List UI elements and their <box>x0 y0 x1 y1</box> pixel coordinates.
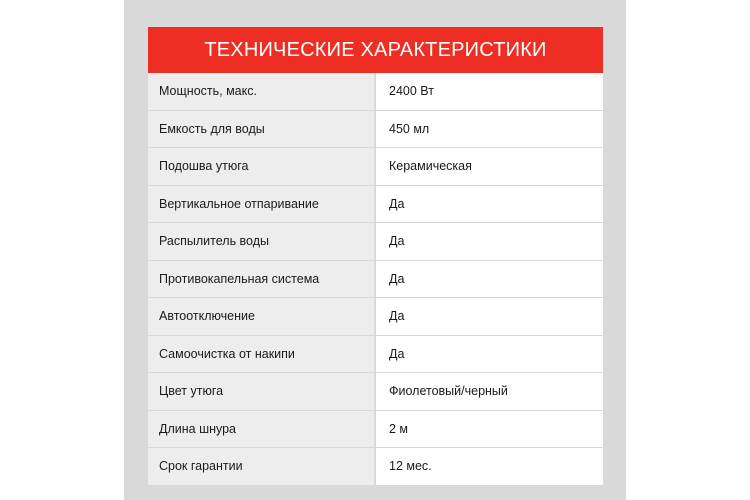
spec-value: 12 мес. <box>374 448 603 485</box>
spec-row-anti-drip <box>148 260 603 298</box>
spec-sheet <box>148 27 603 473</box>
spec-label: Вертикальное отпаривание <box>148 186 374 223</box>
spec-label: Противокапельная система <box>148 261 374 298</box>
spec-row-sprayer <box>148 222 603 260</box>
spec-value: Да <box>374 186 603 223</box>
spec-title: ТЕХНИЧЕСКИЕ ХАРАКТЕРИСТИКИ <box>204 38 547 61</box>
spec-label: Самоочистка от накипи <box>148 336 374 373</box>
spec-value: Да <box>374 223 603 260</box>
spec-value: Да <box>374 336 603 373</box>
spec-value: 2400 Вт <box>374 73 603 110</box>
spec-label: Подошва утюга <box>148 148 374 185</box>
spec-row-self-clean <box>148 335 603 373</box>
spec-row-vertical-steam <box>148 185 603 223</box>
spec-row-power <box>148 73 603 110</box>
spec-label: Цвет утюга <box>148 373 374 410</box>
spec-label: Автоотключение <box>148 298 374 335</box>
spec-row-cord-length <box>148 410 603 448</box>
spec-row-auto-off <box>148 297 603 335</box>
spec-label: Срок гарантии <box>148 448 374 485</box>
spec-label: Длина шнура <box>148 411 374 448</box>
spec-value: Керамическая <box>374 148 603 185</box>
spec-label: Емкость для воды <box>148 111 374 148</box>
spec-value: 2 м <box>374 411 603 448</box>
spec-value: Фиолетовый/черный <box>374 373 603 410</box>
spec-label: Распылитель воды <box>148 223 374 260</box>
spec-value: Да <box>374 261 603 298</box>
spec-row-color <box>148 372 603 410</box>
spec-table <box>148 73 603 485</box>
spec-row-warranty <box>148 447 603 485</box>
spec-value: Да <box>374 298 603 335</box>
spec-row-water-capacity <box>148 110 603 148</box>
spec-label: Мощность, макс. <box>148 73 374 110</box>
spec-row-soleplate <box>148 147 603 185</box>
spec-header <box>148 27 603 73</box>
spec-value: 450 мл <box>374 111 603 148</box>
